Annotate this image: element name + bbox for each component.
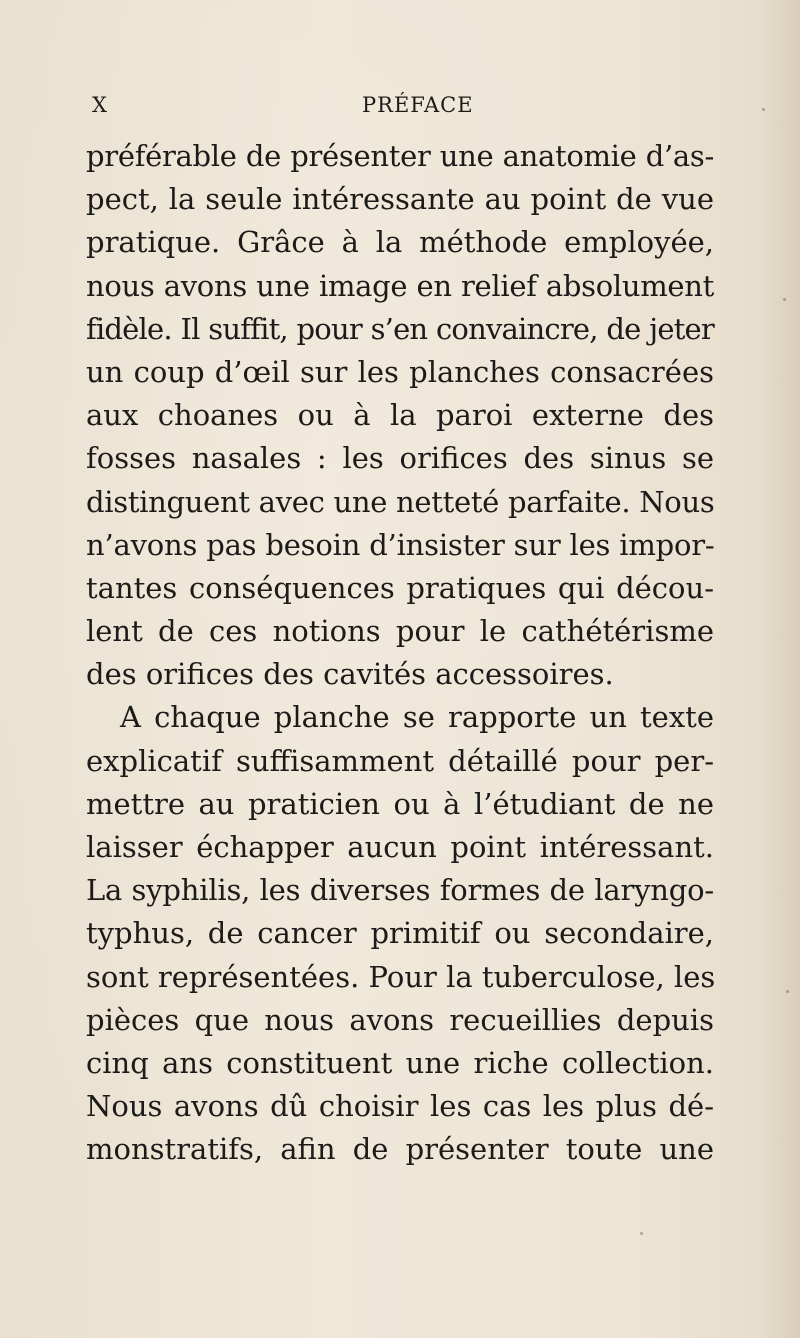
text-line: typhus, de cancer primitif ou secondaire, <box>86 916 714 951</box>
text-line: fosses nasales : les orifices des sinus se <box>86 441 714 476</box>
page-edge-shadow <box>760 0 800 1338</box>
text-line: explicatif suffisamment détaillé pour per- <box>86 743 714 778</box>
paper-speck <box>640 1232 643 1235</box>
text-line: laisser échapper aucun point intéressant. <box>86 830 714 864</box>
text-line: pect, la seule intéressante au point de vue <box>86 182 714 217</box>
paragraph-first-line: A chaque planche se rapporte un texte <box>120 700 714 735</box>
paper-speck <box>783 298 786 301</box>
text-line: monstratifs, afin de présenter toute une <box>86 1132 714 1167</box>
running-title: PRÉFACE <box>362 93 474 117</box>
text-line: lent de ces notions pour le cathétérisme <box>86 614 714 649</box>
text-line: n’avons pas besoin d’insister sur les impor- <box>86 527 715 562</box>
text-line: tantes conséquences pratiques qui décou- <box>86 570 714 605</box>
text-line: nous avons une image en relief absolument <box>86 268 714 303</box>
text-line: Nous avons dû choisir les cas les plus dé- <box>86 1089 714 1124</box>
text-line: distinguent avec une netteté parfaite. Nous <box>86 484 715 519</box>
text-line: pratique. Grâce à la méthode employée, <box>86 225 714 260</box>
page-header <box>92 90 712 120</box>
paper-speck <box>786 990 789 993</box>
text-line: un coup d’œil sur les planches consacrées <box>86 354 714 389</box>
text-line: fidèle. Il suffit, pour s’en convaincre, de jeter <box>86 311 714 346</box>
text-line: aux choanes ou à la paroi externe des <box>86 398 714 433</box>
paper-speck <box>762 108 765 111</box>
body-text <box>86 135 714 1172</box>
text-line: mettre au praticien ou à l’étudiant de ne <box>86 786 714 821</box>
text-line: préférable de présenter une anatomie d’as- <box>86 139 714 173</box>
paragraph-last-line: des orifices des cavités accessoires. <box>86 657 614 692</box>
page-number: X <box>92 93 108 117</box>
text-line: cinq ans constituent une riche collection. <box>86 1045 714 1080</box>
text-line: pièces que nous avons recueillies depuis <box>86 1002 714 1037</box>
text-line: sont représentées. Pour la tuberculose, les <box>86 959 716 994</box>
text-line: La syphilis, les diverses formes de laryngo- <box>86 873 714 908</box>
